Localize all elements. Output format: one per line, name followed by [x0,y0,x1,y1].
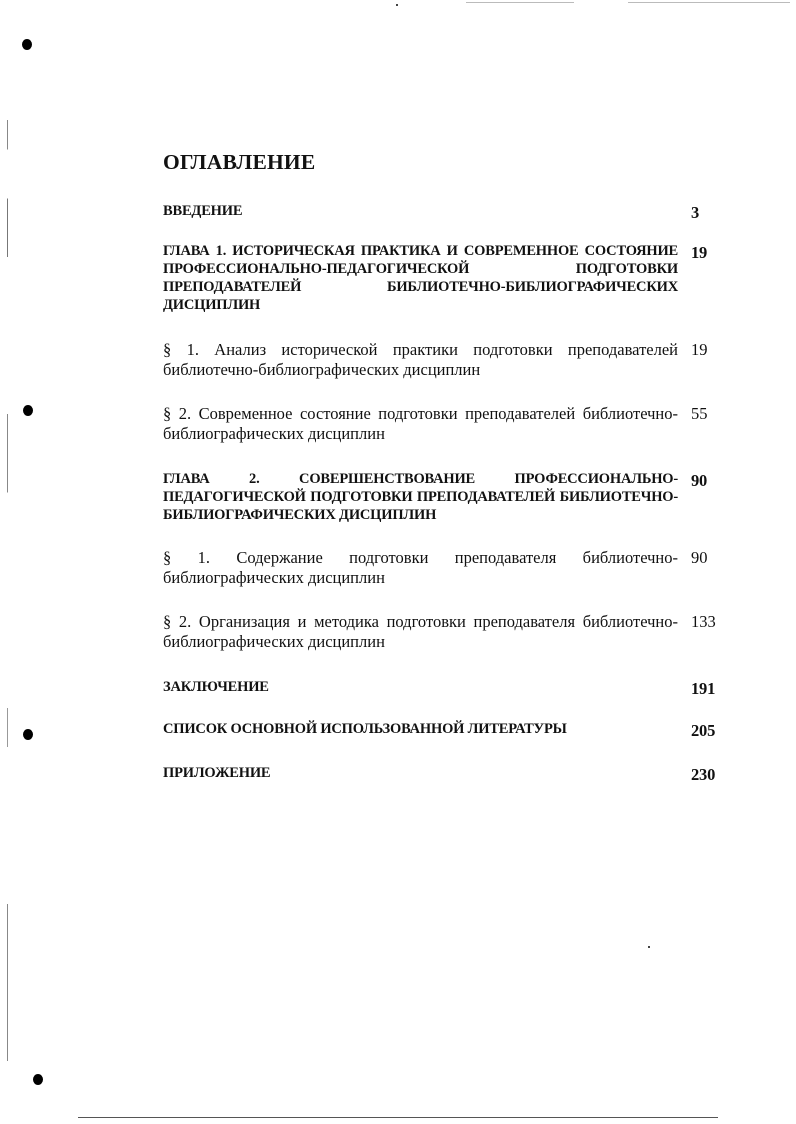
toc-entry-text: ГЛАВА 2. СОВЕРШЕНСТВОВАНИЕ ПРОФЕССИОНАЛЬНО-ПЕДАГОГИЧЕСКОЙ ПОДГОТОВКИ ПРЕПОДАВАТЕЛЕЙ БИБЛИОТЕЧНО-БИБЛИОГРАФИЧЕСКИХ ДИСЦИПЛИН [163,471,678,523]
toc-entry-page: 55 [691,404,708,423]
toc-entry-page: 133 [691,612,716,631]
toc-entry-text: СПИСОК ОСНОВНОЙ ИСПОЛЬЗОВАННОЙ ЛИТЕРАТУРЫ [163,721,567,737]
toc-entry-page: 19 [691,243,708,262]
toc-entry-text: § 1. Содержание подготовки преподавателя библиотечно-библиографических дисциплин [163,548,678,587]
toc-entry-chapter-1 [163,242,708,314]
punch-hole-mark [33,1074,43,1085]
toc-entry-text: ЗАКЛЮЧЕНИЕ [163,679,269,695]
toc-entry-page: 230 [691,765,716,784]
scan-edge-bottom [78,1117,718,1118]
scan-edge-left [7,120,8,1100]
toc-entry-text: § 2. Организация и методика подготовки преподавателя библиотечно-библиографических дисциплин [163,612,678,651]
toc-entry-text: ПРИЛОЖЕНИЕ [163,765,271,781]
punch-hole-mark [23,405,33,416]
toc-entry-text: ГЛАВА 1. ИСТОРИЧЕСКАЯ ПРАКТИКА И СОВРЕМЕННОЕ СОСТОЯНИЕ ПРОФЕССИОНАЛЬНО-ПЕДАГОГИЧЕСКОЙ ПОДГОТОВКИ ПРЕПОДАВАТЕЛЕЙ БИБЛИОТЕЧНО-БИБЛИОГРАФИЧЕСКИХ ДИСЦИПЛИН [163,243,678,313]
scan-speck [396,4,398,6]
toc-entry-page: 191 [691,679,716,698]
toc-entry-text: § 1. Анализ исторической практики подготовки преподавателей библиотечно-библиографических дисциплин [163,340,678,379]
toc-entry-references [163,720,716,740]
toc-entry-page: 90 [691,548,708,567]
toc-entry-introduction [163,202,700,222]
toc-entry-page: 3 [691,203,700,222]
toc-entry-page: 19 [691,340,708,359]
toc-entry-chapter-2-section-2 [163,612,716,652]
toc-entry-page: 205 [691,721,716,740]
toc-entry-chapter-1-section-2 [163,404,708,444]
toc-entry-conclusion [163,678,716,698]
toc-entry-chapter-2 [163,470,708,524]
toc-entry-text: ВВЕДЕНИЕ [163,203,243,219]
scan-speck [648,946,650,948]
toc-entry-page: 90 [691,471,708,490]
toc-entry-text: § 2. Современное состояние подготовки преподавателей библиотечно-библиографических дисциплин [163,404,678,443]
toc-entry-appendix [163,764,716,784]
punch-hole-mark [22,39,32,50]
toc-entry-chapter-2-section-1 [163,548,708,588]
scan-edge-top [430,2,790,3]
punch-hole-mark [23,729,33,740]
toc-entry-chapter-1-section-1 [163,340,708,380]
toc-title: ОГЛАВЛЕНИЕ [163,150,316,174]
